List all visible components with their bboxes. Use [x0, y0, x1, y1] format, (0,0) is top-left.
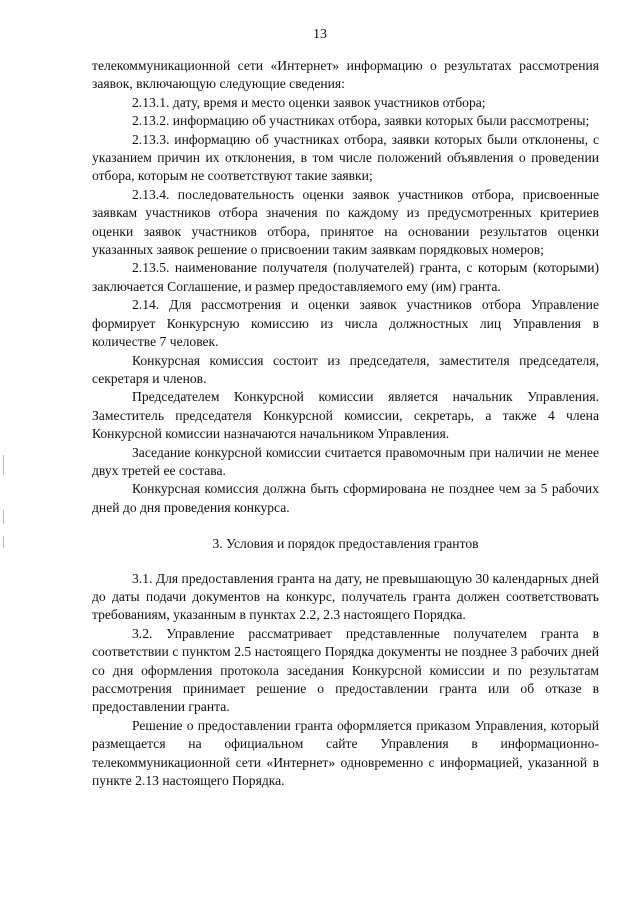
paragraph: Конкурсная комиссия должна быть сформирована не позднее чем за 5 рабочих дней до дня проведения конкурса.	[92, 481, 599, 515]
scan-margin-mark	[3, 536, 4, 548]
paragraph: 2.13.3. информацию об участниках отбора, заявки которых были отклонены, с указанием причин их отклонения, в том числе положений объявления о проведении отбора, которым не соответствуют такие заявки;	[92, 131, 599, 184]
paragraph: Конкурсная комиссия состоит из председателя, заместителя председателя, секретаря и членов.	[92, 352, 599, 386]
paragraph: 2.13.2. информацию об участниках отбора, заявки которых были рассмотрены;	[132, 113, 590, 129]
paragraph: 2.13.4. последовательность оценки заявок участников отбора, присвоенные заявкам участников отбора значения по каждому из предусмотренных критериев оценки заявок участников отбора, принятое на основании результатов оценки указанных заявок решение о присвоении таким заявкам порядковых номеров;	[92, 186, 599, 258]
document-body	[92, 57, 599, 790]
paragraph: 3.2. Управление рассматривает представленные получателем гранта в соответствии с пунктом 2.5 настоящего Порядка документы не позднее 3 рабочих дней со дня оформления протокола заседания Конкурсной комиссии и по результатам рассмотрения принимает решение о предоставлении гранта или об отказе в предоставлении гранта.	[92, 625, 599, 715]
scan-margin-mark	[3, 455, 4, 475]
paragraph: Решение о предоставлении гранта оформляется приказом Управления, который размещается на официальном сайте Управления в информационно-телекоммуникационной сети «Интернет» одновременно с информацией, указанной в пункте 2.13 настоящего Порядка.	[92, 717, 599, 789]
paragraph: 2.14. Для рассмотрения и оценки заявок участников отбора Управление формирует Конкурсную комиссию из числа должностных лиц Управления в количестве 7 человек.	[92, 297, 599, 350]
paragraph: 3.1. Для предоставления гранта на дату, не превышающую 30 календарных дней до даты подачи документов на конкурс, получатель гранта должен соответствовать требованиям, указанным в пунктах 2.2, 2.3 настоящего Порядка.	[92, 570, 599, 623]
paragraph: Председателем Конкурсной комиссии является начальник Управления. Заместитель председателя Конкурсной комиссии, секретарь, а также 4 члена Конкурсной комиссии назначаются начальником Управления.	[92, 389, 599, 442]
paragraph: 2.13.1. дату, время и место оценки заявок участников отбора;	[132, 94, 486, 110]
paragraphs-bottom	[92, 570, 599, 791]
scan-margin-mark	[3, 510, 4, 524]
paragraph: Заседание конкурсной комиссии считается правомочным при наличии не менее двух третей ее состава.	[92, 444, 599, 478]
paragraph: 2.13.5. наименование получателя (получателей) гранта, с которым (которыми) заключается Соглашение, и размер предоставляемого ему (им) гранта.	[92, 260, 599, 294]
section-heading: 3. Условия и порядок предоставления грантов	[212, 536, 479, 552]
paragraph: телекоммуникационной сети «Интернет» информацию о результатах рассмотрения заявок, включающую следующие сведения:	[92, 58, 599, 92]
paragraphs-top	[92, 57, 599, 517]
page-number: 13	[313, 27, 327, 42]
